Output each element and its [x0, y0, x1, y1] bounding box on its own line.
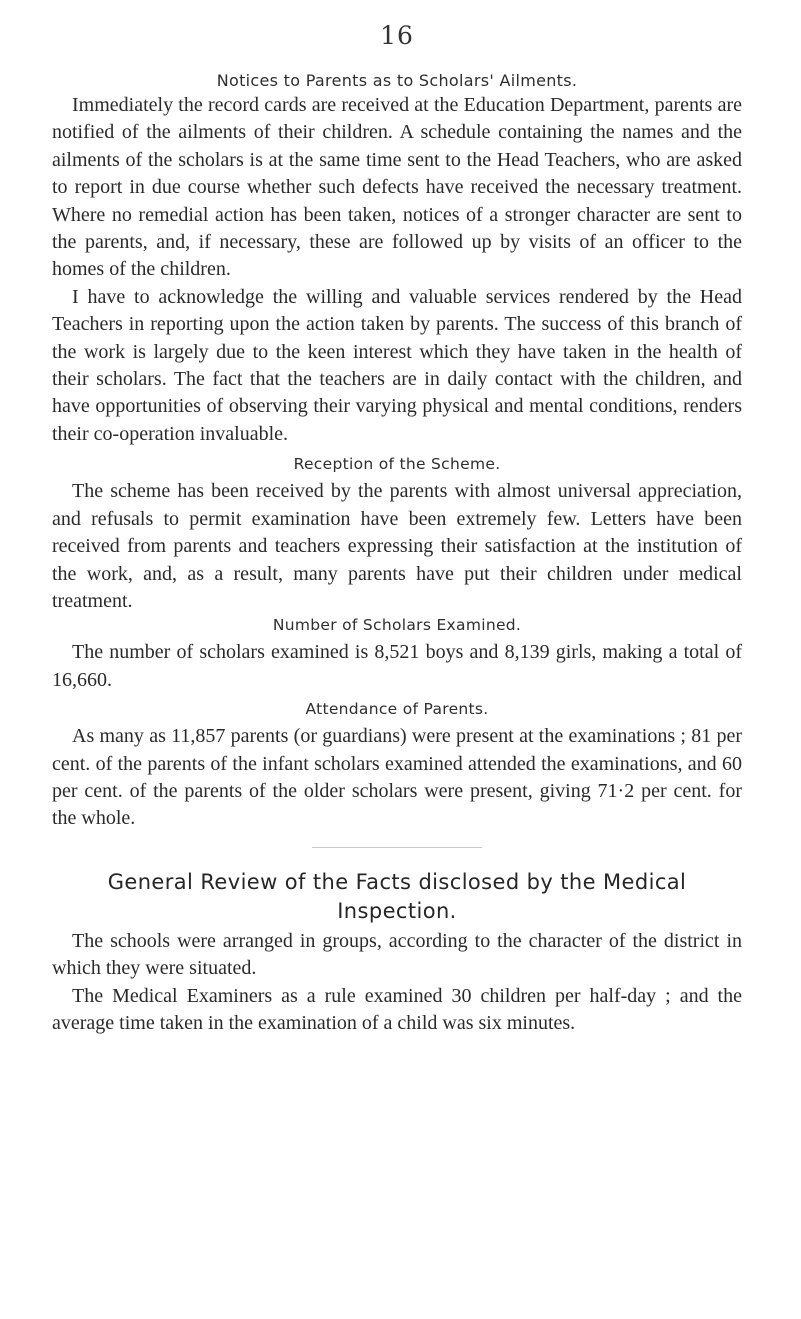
- paragraph-notices-2: I have to acknowledge the willing and valuable services rendered by the Head Teachers in reporting upon the action taken by parents. The success of this branch of the work is largely due to the keen interest which they have taken in the health of their scholars. The fact that the teachers are in daily contact with the children, and have opportunities of observing their varying physical and mental conditions, renders their co-operation invaluable.: [52, 285, 742, 445]
- section-attendance: [52, 698, 742, 833]
- paragraph-general-review-1: The schools were arranged in groups, according to the character of the district in which they were situated.: [52, 929, 742, 980]
- section-heading-notices: Notices to Parents as to Scholars' Ailments.: [216, 71, 578, 90]
- page-number: 16: [380, 21, 414, 50]
- section-heading-attendance: Attendance of Parents.: [305, 700, 489, 719]
- section-reception: [52, 453, 742, 615]
- section-heading-number-examined: Number of Scholars Examined.: [272, 616, 522, 635]
- paragraph-number-examined-1: The number of scholars examined is 8,521 boys and 8,139 girls, making a total of 16,660.: [52, 641, 742, 691]
- section-number-examined: [52, 614, 742, 694]
- section-heading-general-review: General Review of the Facts disclosed by the Medical Inspection.: [107, 869, 687, 923]
- paragraph-attendance-1: As many as 11,857 parents (or guardians) were present at the examinations ; 81 per cent. of the parents of the infant scholars examined attended the examinations, and 60 per cent. of the parents of the older scholars were present, giving 71·2 per cent. for the whole.: [52, 725, 742, 830]
- document-page: [52, 22, 742, 1037]
- paragraph-reception-1: The scheme has been received by the parents with almost universal appreciation, and refusals to permit examination have been extremely few. Letters have been received from parents and teachers expressing their satisfaction at the institution of the work, and, as a result, many parents have put their children under medical treatment.: [52, 480, 742, 612]
- section-heading-reception: Reception of the Scheme.: [293, 455, 501, 474]
- section-general-review: [52, 868, 742, 1038]
- section-notices: [52, 70, 742, 448]
- paragraph-general-review-2: The Medical Examiners as a rule examined 30 children per half-day ; and the average time taken in the examination of a child was six minutes.: [52, 984, 742, 1034]
- section-divider: [312, 847, 482, 848]
- paragraph-notices-1: Immediately the record cards are received at the Education Department, parents are notified of the ailments of their children. A schedule containing the names and the ailments of the scholars is at the same time sent to the Head Teachers, who are asked to report in due course whether such defects have received the necessary treatment. Where no remedial action has been taken, notices of a stronger character are sent to the parents, and, if necessary, these are followed up by visits of an officer to the homes of the children.: [52, 94, 742, 281]
